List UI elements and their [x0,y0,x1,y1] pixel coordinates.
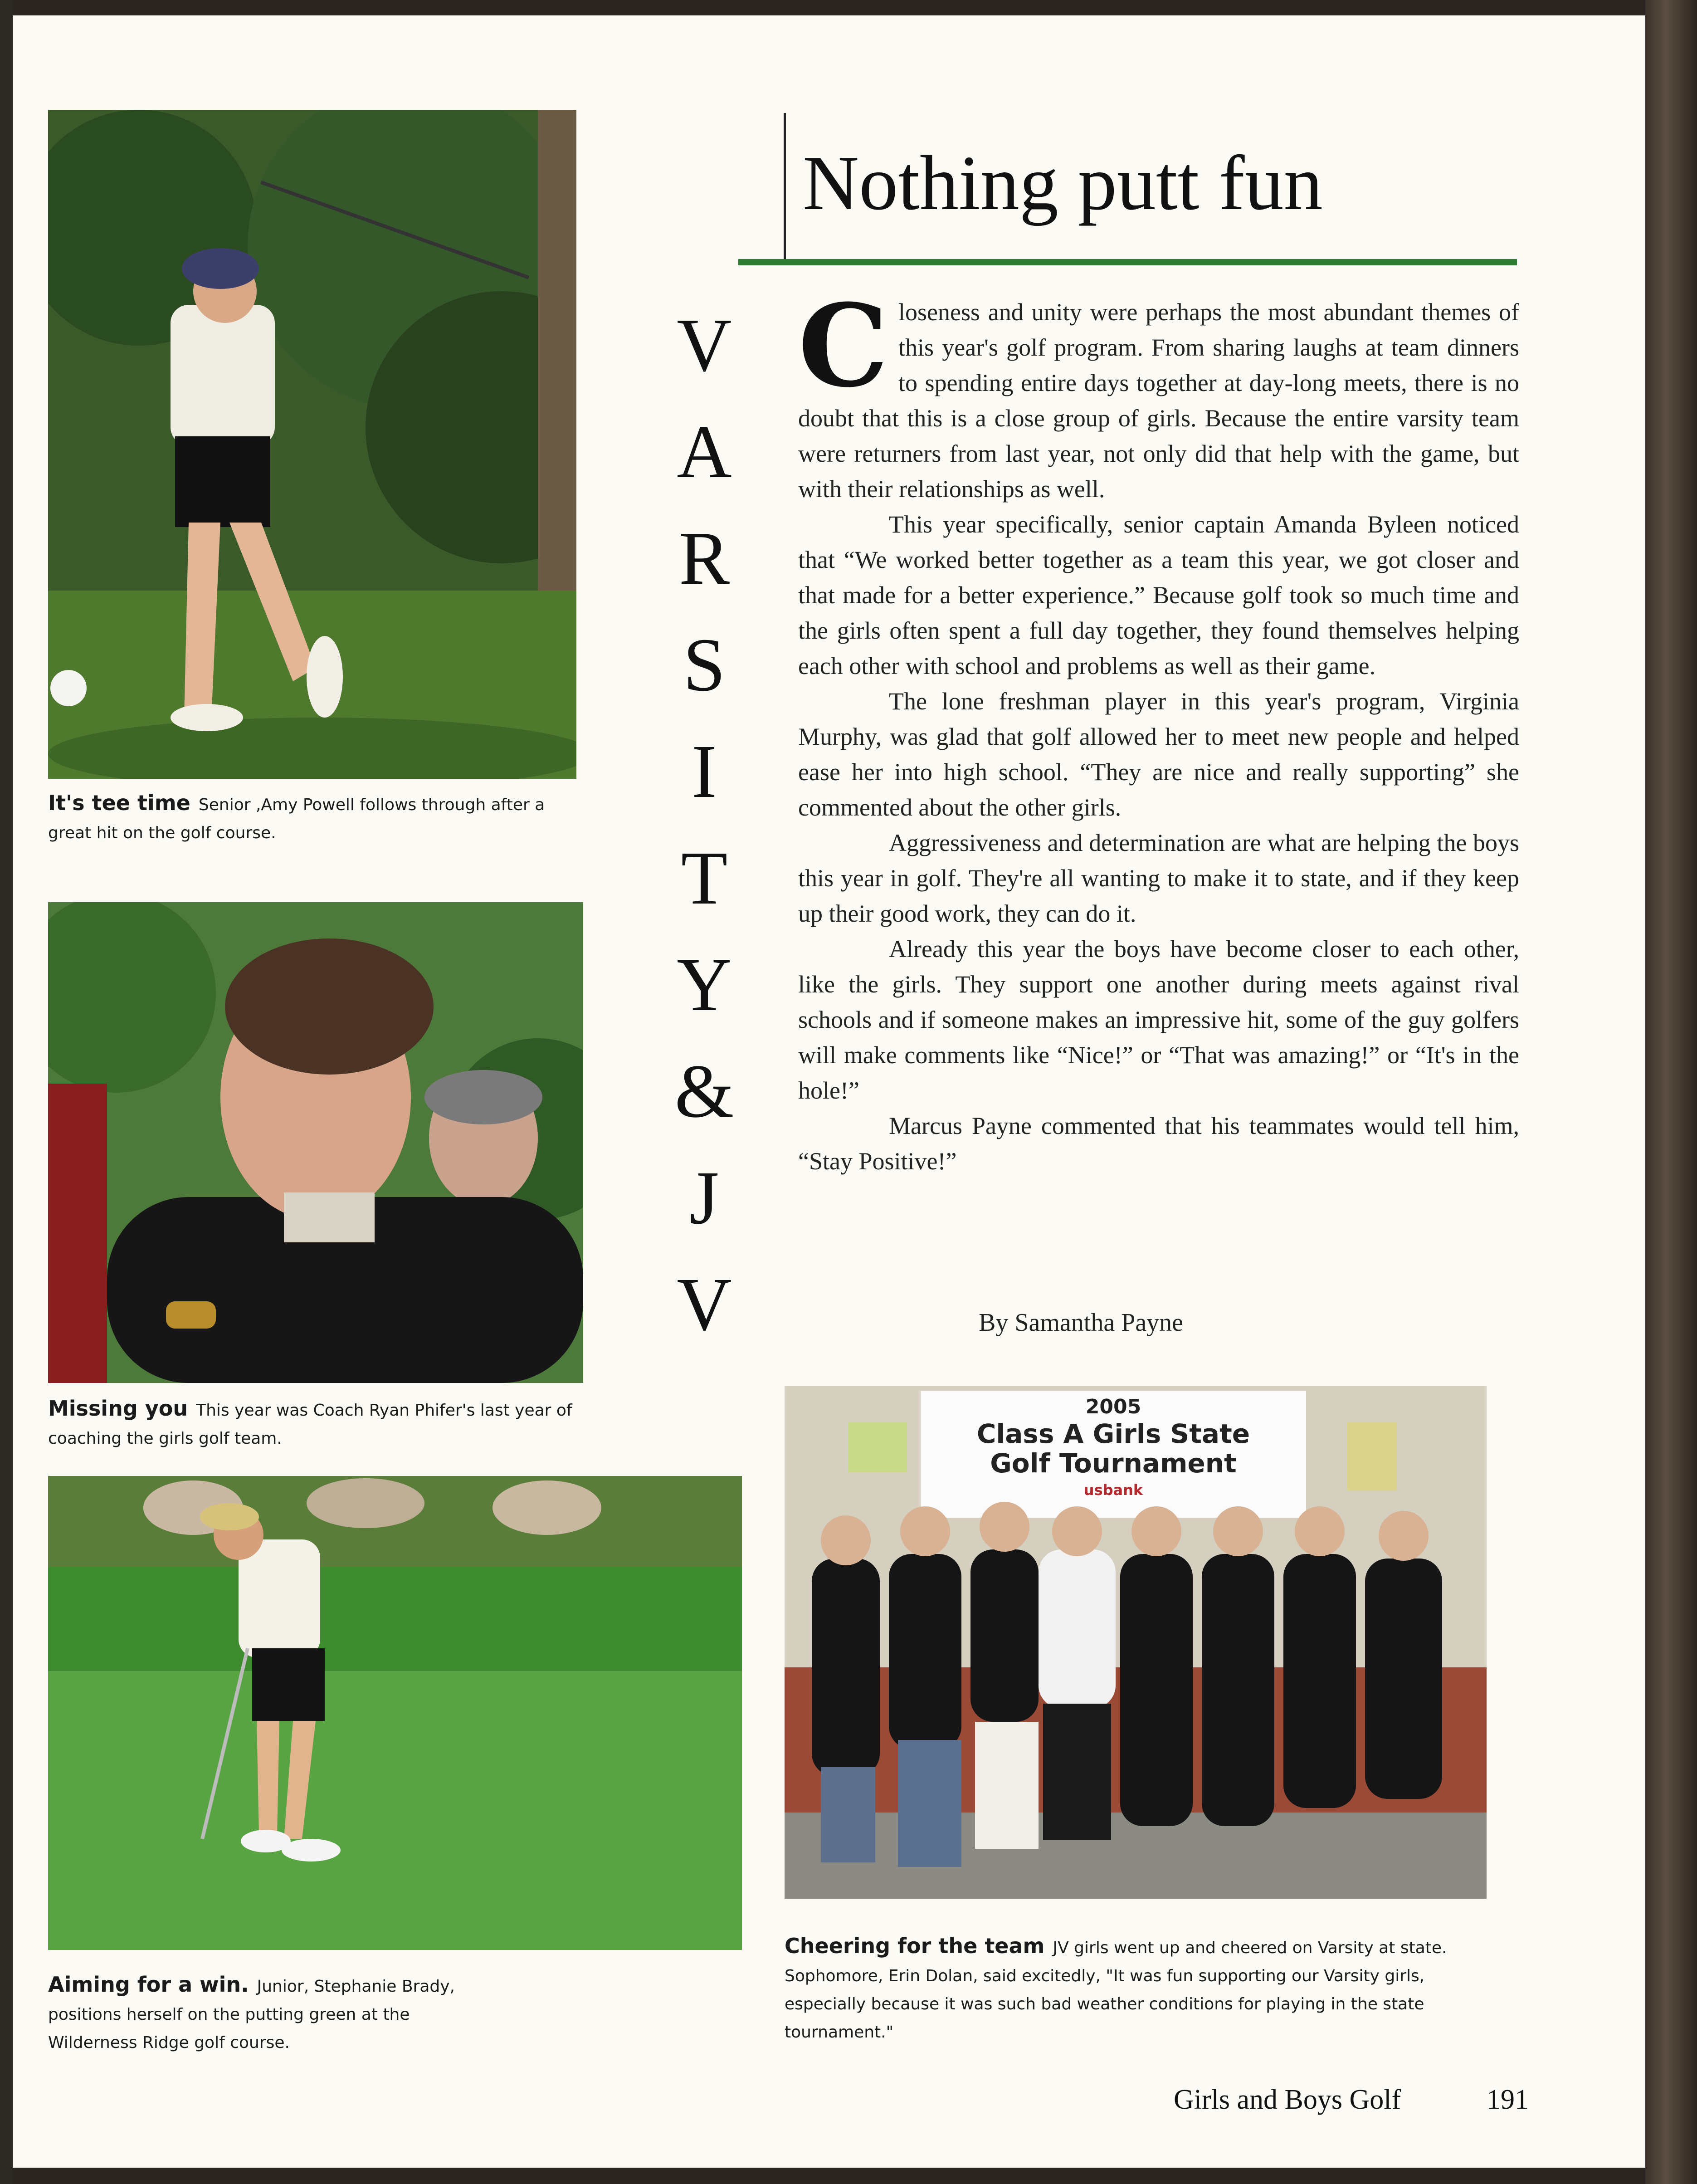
caption-cheering [785,1932,1492,2047]
photo-tee-shot [48,110,576,779]
caption-text: Senior ,Amy Powell follows through after a great hit on the golf course. [48,796,545,842]
yearbook-page [13,15,1645,2168]
article-body [798,279,1519,1179]
drop-cap: C [798,279,888,412]
vertical-letter: J [689,1156,719,1240]
banner-year: 2005 [1085,1395,1141,1418]
photo-coach [48,902,583,1383]
banner-sponsor: usbank [1083,1481,1143,1499]
vertical-letter: A [677,410,732,494]
footer-section-title: Girls and Boys Golf [1174,2084,1401,2115]
caption-lead: Cheering for the team [785,1934,1045,1958]
vertical-letter: T [681,836,728,920]
photo-putting [48,1476,742,1950]
banner-line2: Golf Tournament [990,1448,1237,1479]
book-binding [1645,0,1697,2184]
vertical-letter: R [678,516,730,601]
vertical-letter: & [674,1049,734,1134]
article-paragraph: loseness and unity were perhaps the most abundant themes of this year's golf program. From sharing laughs at team dinners to spending entire days together at day-long meets, there is no doubt that this is a close group of girls. Because the entire varsity team were returners from last year, not only did that help with the game, but with their relationships as well. [798,298,1519,503]
article-paragraph: Marcus Payne commented that his teammates would tell him, “Stay Positive!” [798,1112,1519,1175]
caption-missing-you [48,1394,583,1453]
vertical-heading [648,292,761,1358]
article-paragraph: Already this year the boys have become closer to each other, like the girls. They support one another during meets against rival schools and if someone makes an impressive hit, some of the guy golfers will make comments like “Nice!” or “That was amazing!” or “It's in the hole!” [798,935,1519,1104]
caption-lead: Missing you [48,1396,188,1421]
vertical-letter: S [683,623,726,707]
caption-aiming [48,1970,456,2057]
byline: By Samantha Payne [979,1309,1184,1337]
title-underline [738,259,1517,265]
article-paragraph: This year specifically, senior captain Amanda Byleen noticed that “We worked better together as a team this year, we got closer and that made for a better experience.” Because golf took so much time and the girls often spent a full day together, they found themselves helping each other with school and problems as well as their game. [798,511,1519,679]
page-left-edge [0,0,13,2184]
vertical-letter: I [692,729,717,814]
vertical-letter: Y [677,943,732,1027]
caption-text: This year was Coach Ryan Phifer's last year of coaching the girls golf team. [48,1401,572,1448]
page-title: Nothing putt fun [803,140,1323,226]
caption-text: Junior, Stephanie Brady, positions herself on the putting green at the Wilderness Ridge golf course. [48,1977,455,2052]
vertical-letter: V [677,1262,732,1347]
vertical-letter: V [677,303,732,387]
article-paragraph: Aggressiveness and determination are what are helping the boys this year in golf. They're all wanting to make it to state, and if they keep up their good work, they can do it. [798,829,1519,927]
page-number: 191 [1487,2084,1529,2115]
caption-lead: Aiming for a win. [48,1972,249,1997]
caption-lead: It's tee time [48,791,190,815]
article-paragraph: The lone freshman player in this year's program, Virginia Murphy, was glad that golf allowed her to meet new people and helped ease her into high school. “They are nice and really supporting” she commented about the other girls. [798,688,1519,821]
caption-text: JV girls went up and cheered on Varsity at state. Sophomore, Erin Dolan, said excitedly, "It was fun supporting our Varsity girls, especially because it was such bad weather conditions for playing in the state tournament." [785,1939,1447,2042]
photo-team [785,1386,1487,1899]
caption-tee-time [48,789,583,847]
banner-line1: Class A Girls State [976,1418,1250,1449]
title-divider-vertical [784,113,786,263]
